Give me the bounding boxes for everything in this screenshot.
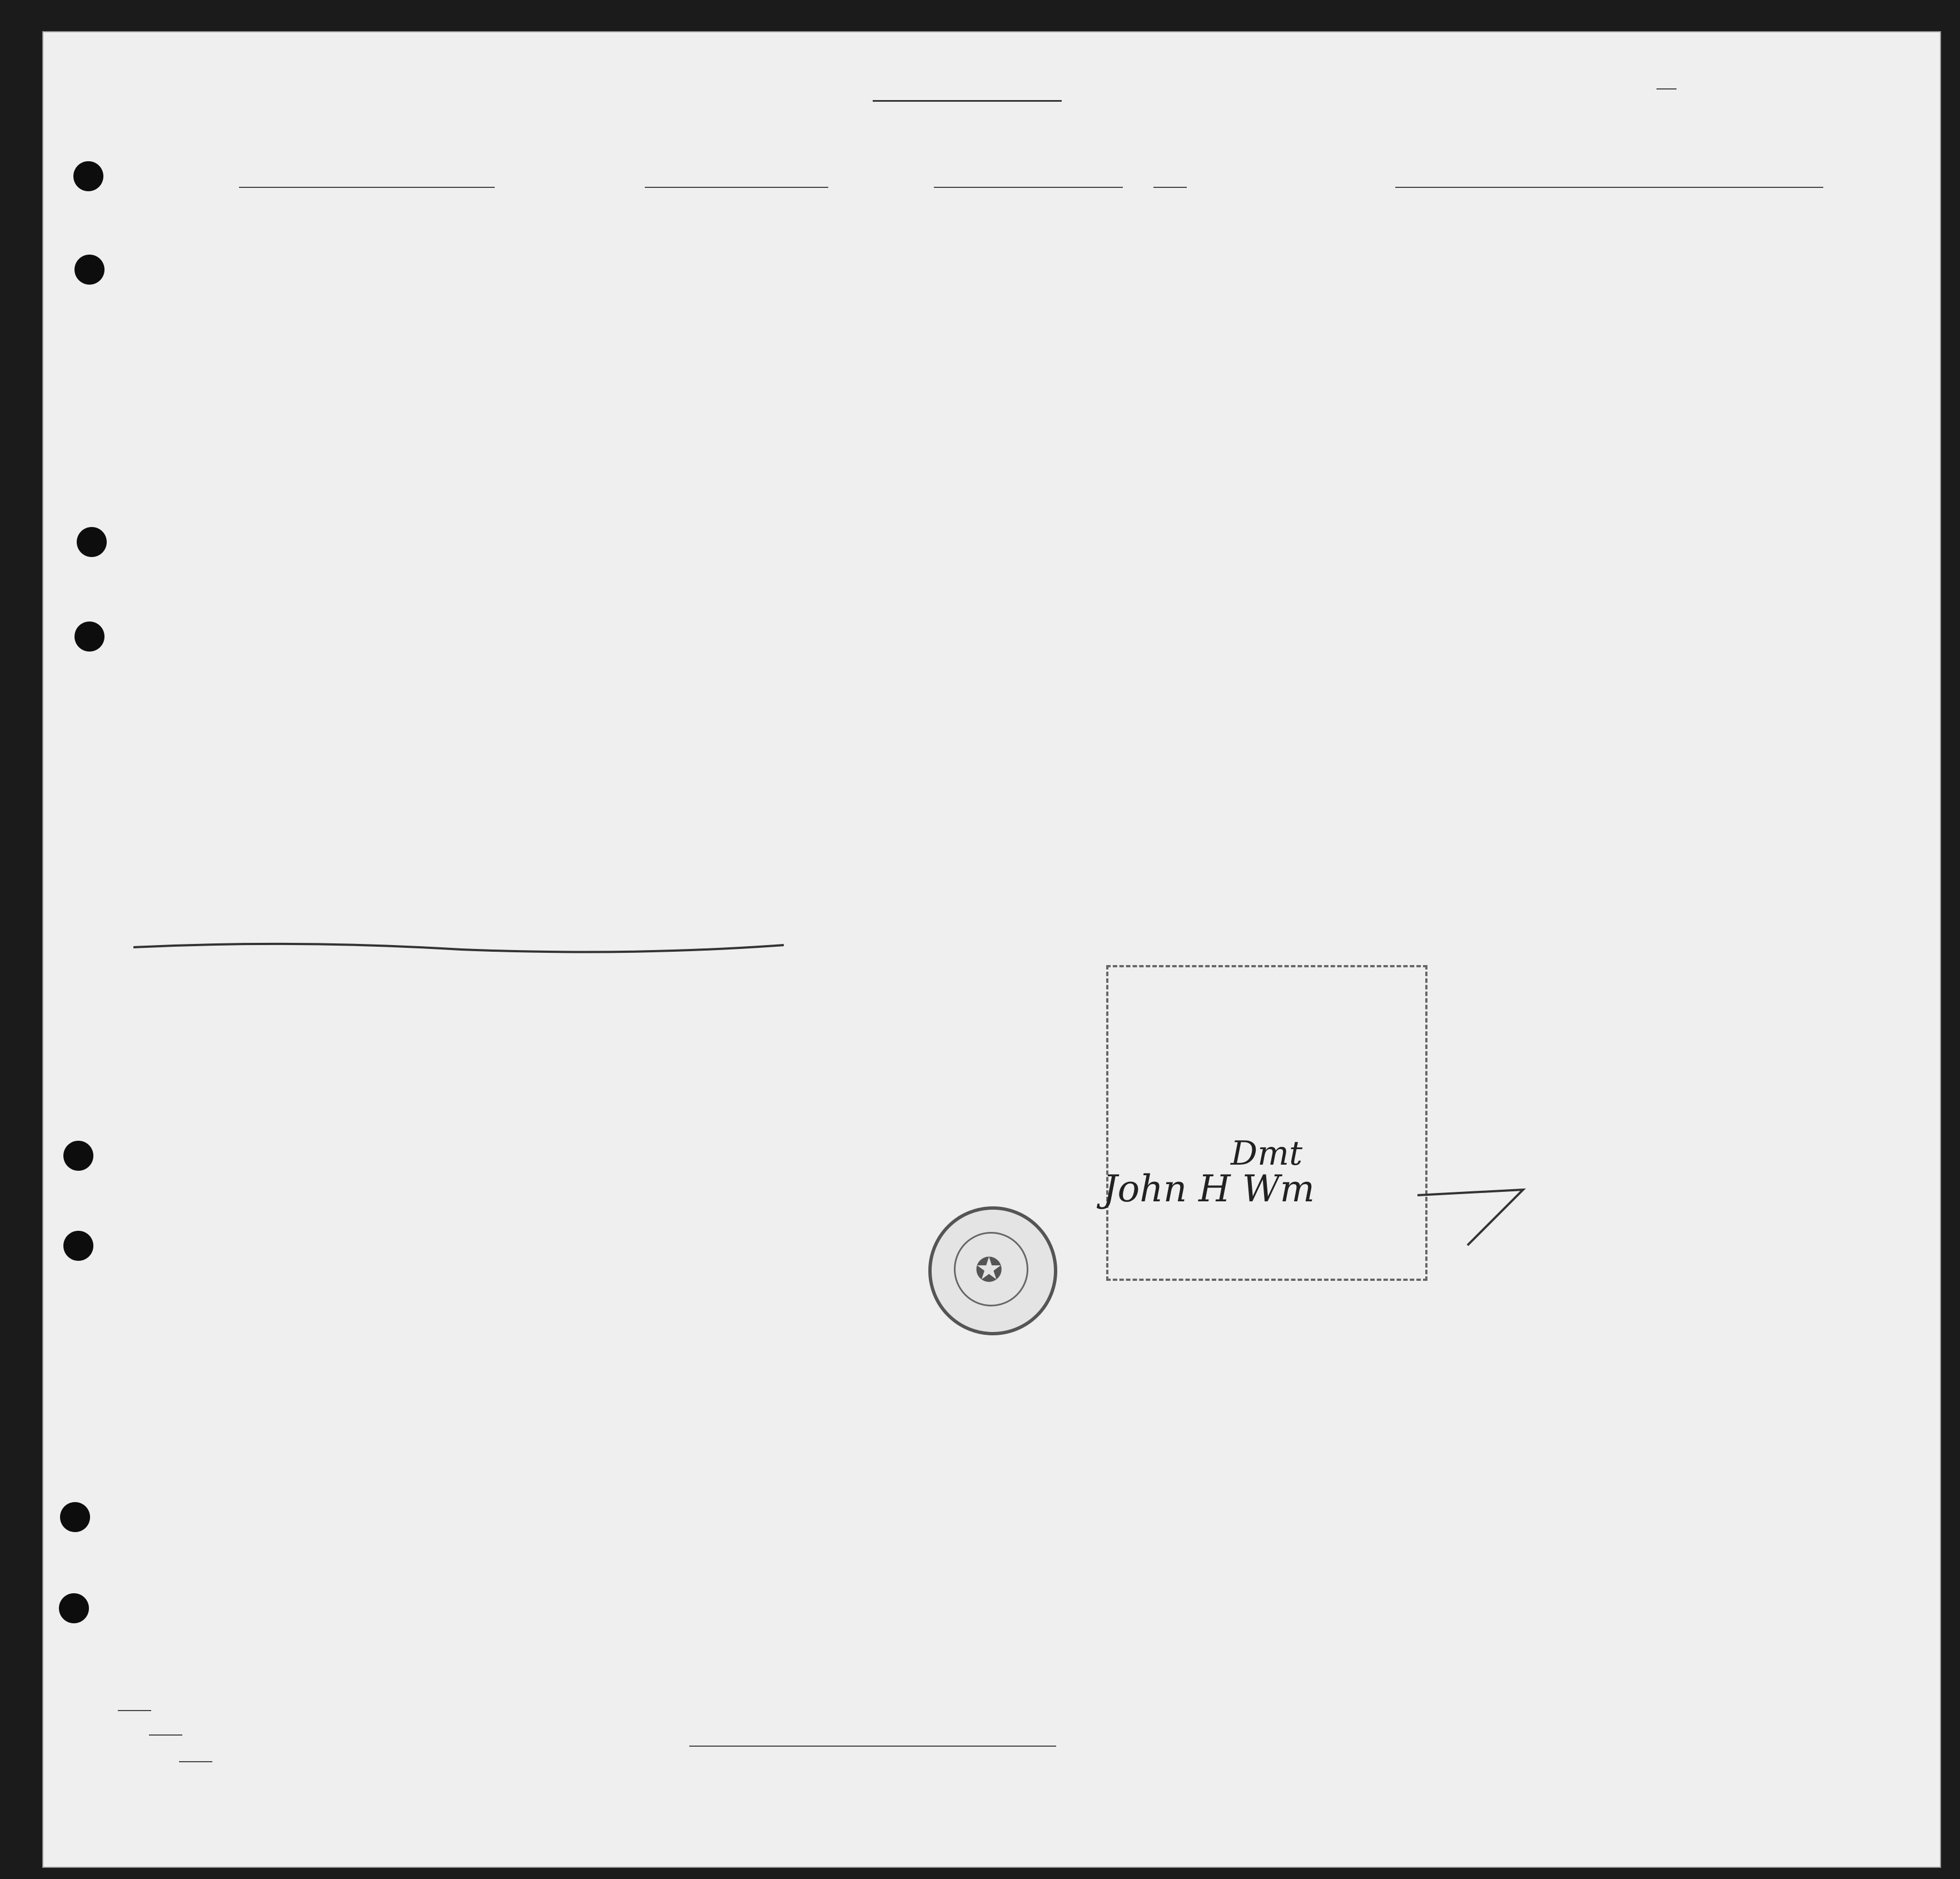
punch-hole (63, 1141, 93, 1171)
consular-seal (928, 1206, 1057, 1335)
footer-owners-value (149, 1734, 182, 1736)
punch-hole (74, 622, 105, 652)
footer-line-value (118, 1710, 151, 1711)
punch-hole (63, 1231, 93, 1261)
signature-rule (689, 1746, 1056, 1747)
closing-line (128, 923, 795, 967)
punch-hole (59, 1593, 89, 1623)
punch-hole (77, 527, 107, 557)
consul-signature: John H Wm (1103, 1167, 1315, 1210)
seal-text-ring (932, 1210, 1054, 1332)
punch-hole (73, 161, 103, 191)
footer-agents-value (179, 1761, 212, 1762)
punch-hole (74, 255, 105, 285)
eagle-icon: ✪ (975, 1252, 1003, 1289)
signature-flourish (1412, 1179, 1534, 1256)
stamp-via-hand: Dmt (1231, 1134, 1303, 1173)
punch-hole (60, 1502, 90, 1532)
consular-stamp (1103, 965, 1427, 1281)
